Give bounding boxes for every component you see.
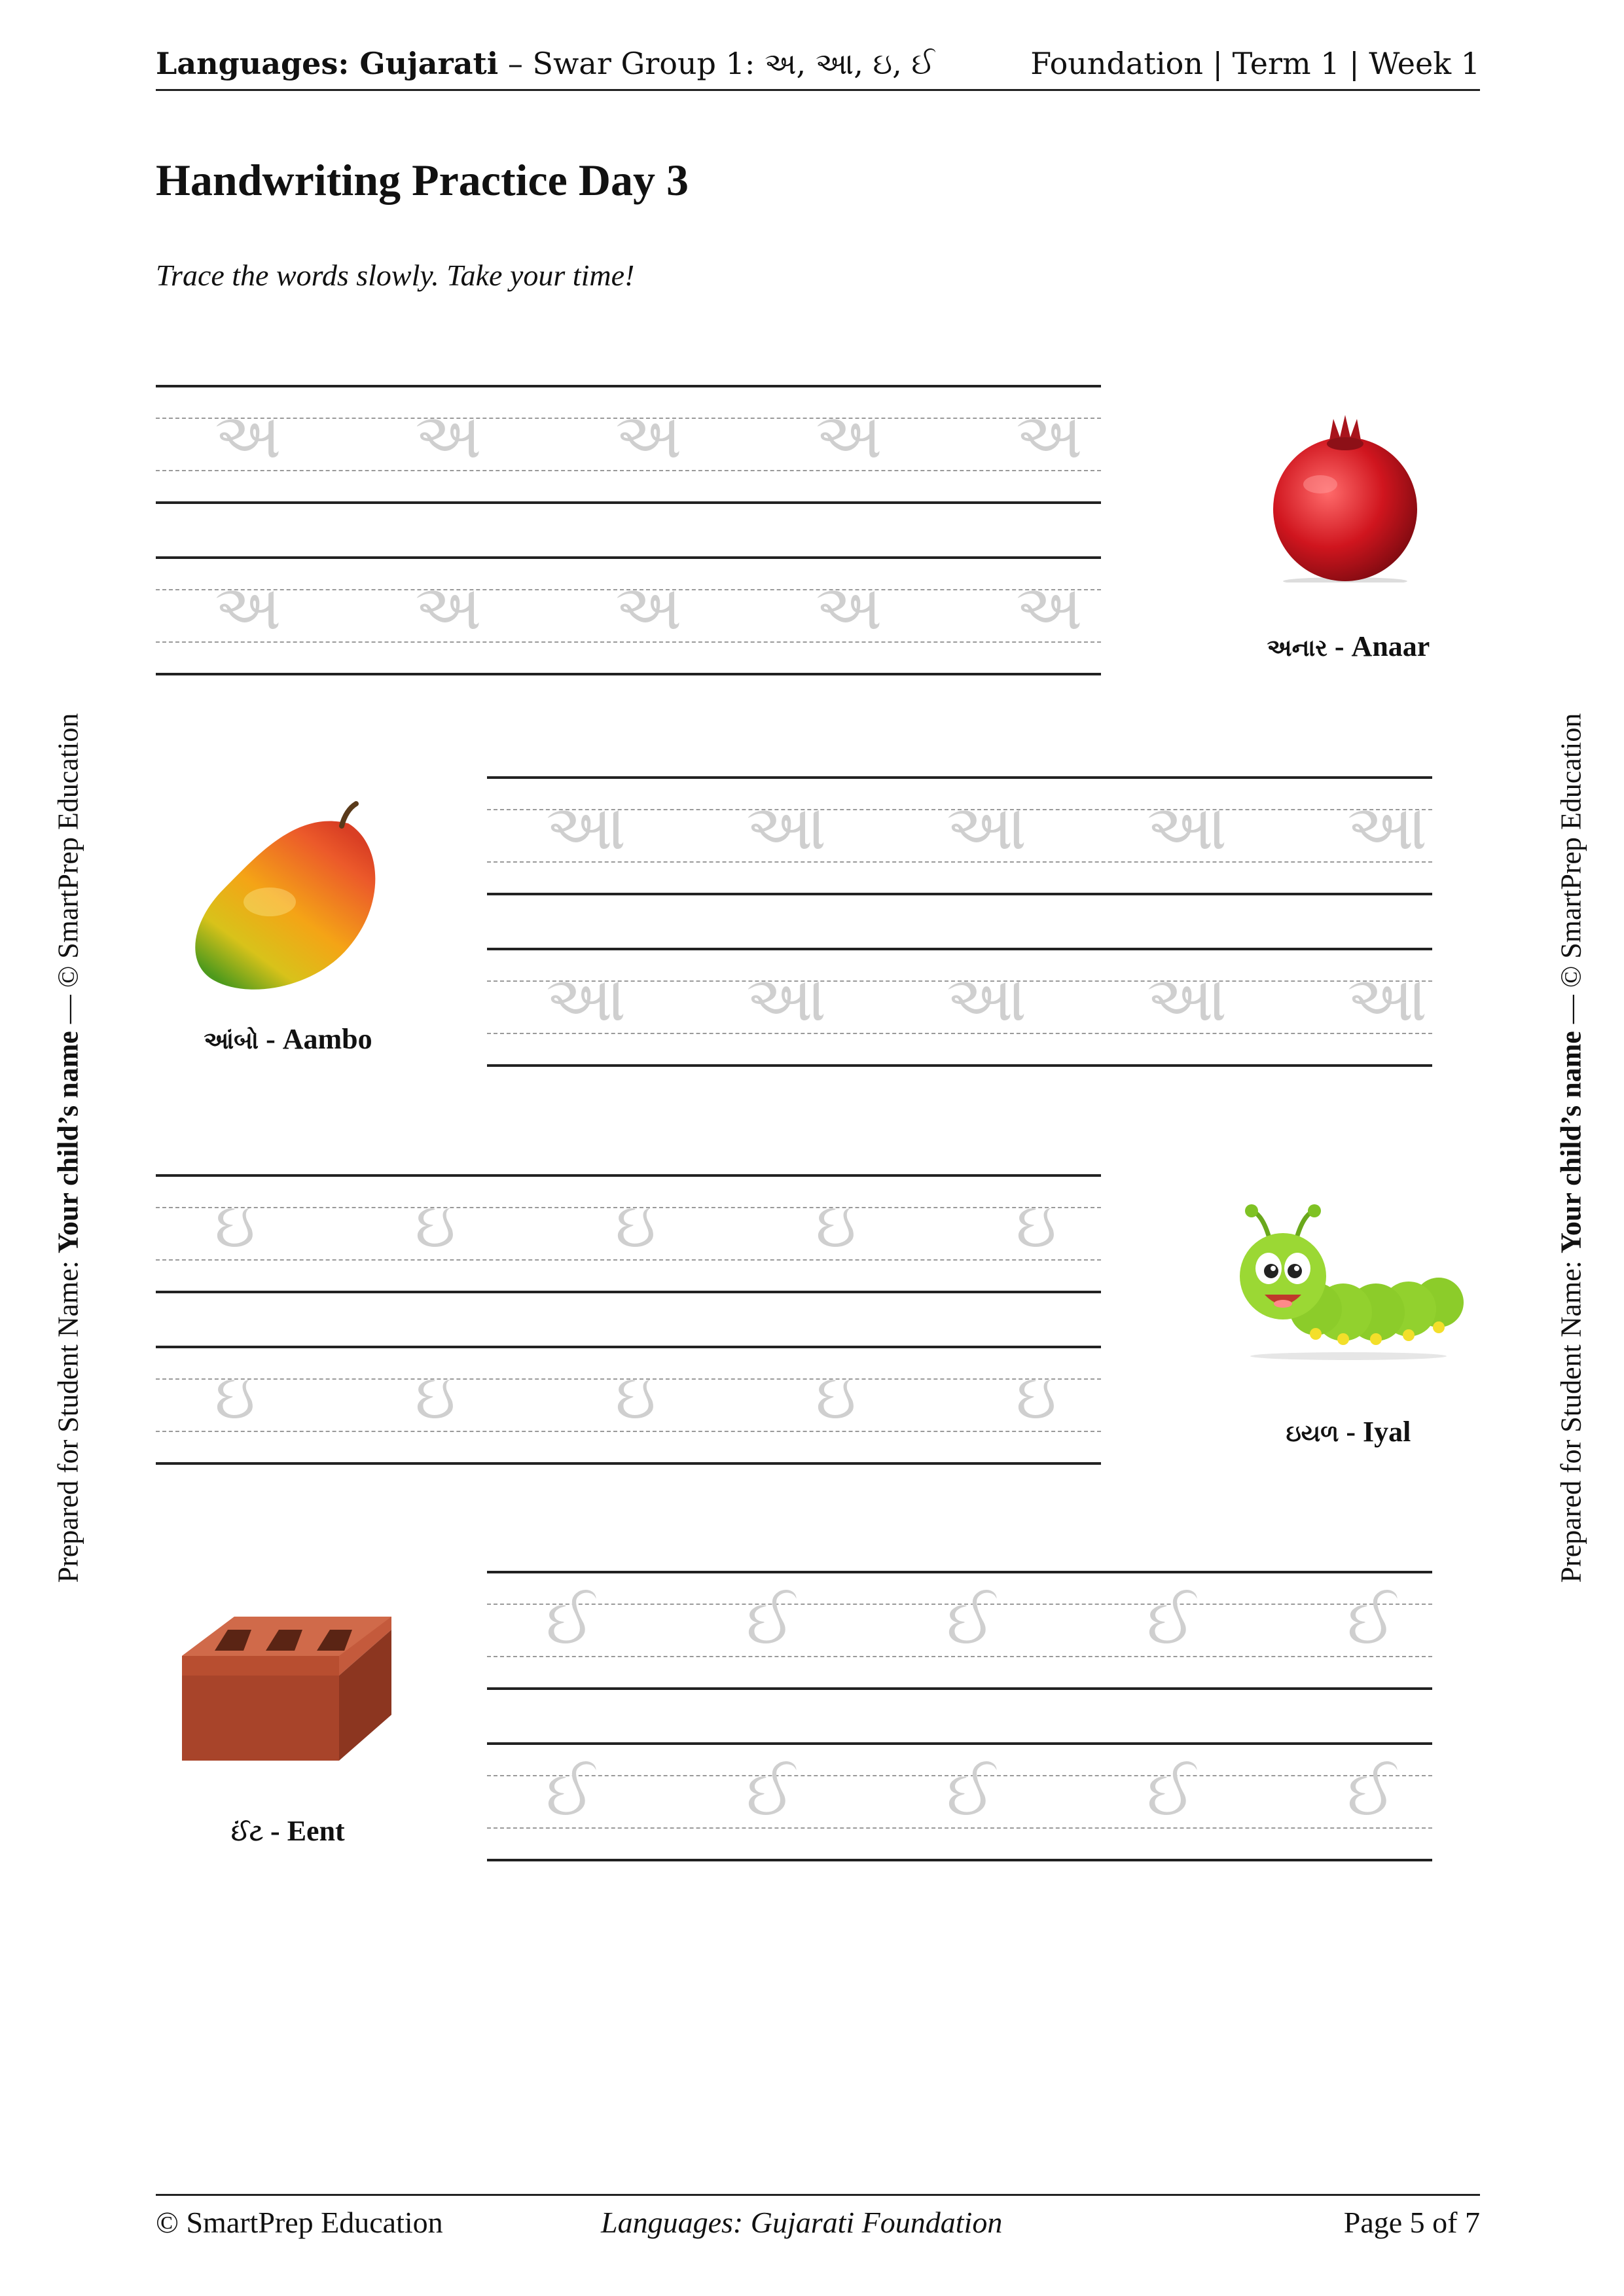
top-line <box>487 948 1432 950</box>
side-label-left-suffix: — © SmartPrep Education <box>52 713 84 1031</box>
base-line <box>487 1687 1432 1690</box>
trace-letter[interactable]: ઇ <box>615 1360 656 1433</box>
trace-letter[interactable]: આ <box>1347 791 1428 864</box>
caption-aambo <box>170 1022 406 1056</box>
trace-letter[interactable]: ઇ <box>1016 1189 1056 1262</box>
trace-letter[interactable]: ઇ <box>415 1360 456 1433</box>
trace-letter[interactable]: આ <box>947 962 1027 1035</box>
caterpillar-image <box>1231 1204 1466 1361</box>
trace-letter[interactable]: ઈ <box>746 1757 795 1830</box>
footer-course: Languages: Gujarati Foundation <box>601 2206 1003 2239</box>
trace-row <box>487 1757 1432 1840</box>
base-line <box>156 673 1101 675</box>
trace-letter[interactable]: અ <box>415 399 482 473</box>
trace-letter[interactable]: ઇ <box>816 1360 856 1433</box>
header-level: Foundation | Term 1 | Week 1 <box>1030 46 1480 81</box>
trace-letter[interactable]: અ <box>215 571 281 644</box>
top-line <box>156 385 1101 387</box>
top-line <box>156 1174 1101 1177</box>
caption-aambo-en: Aambo <box>282 1023 372 1055</box>
caption-iyal-gu: ઇયળ <box>1286 1420 1339 1447</box>
caption-anaar-sep: - <box>1327 630 1352 662</box>
trace-row <box>156 1189 1101 1272</box>
trace-letter[interactable]: આ <box>1347 962 1428 1035</box>
trace-letter[interactable]: અ <box>816 571 882 644</box>
page-footer <box>156 2194 1480 2248</box>
trace-letter[interactable]: ઈ <box>1147 1757 1196 1830</box>
trace-letter[interactable]: અ <box>615 399 682 473</box>
base-line <box>487 893 1432 895</box>
side-label-right-suffix: — © SmartPrep Education <box>1555 713 1587 1031</box>
footer-copyright: © SmartPrep Education <box>156 2206 443 2239</box>
trace-letter[interactable]: ઇ <box>615 1189 656 1262</box>
trace-row <box>487 791 1432 874</box>
header-dash: – <box>507 46 523 81</box>
trace-row <box>156 1360 1101 1444</box>
trace-letter[interactable]: ઇ <box>415 1189 456 1262</box>
trace-letter[interactable]: આ <box>546 962 626 1035</box>
trace-letter[interactable]: આ <box>1147 962 1227 1035</box>
top-line <box>156 556 1101 559</box>
trace-letter[interactable]: અ <box>215 399 281 473</box>
mango-image <box>185 797 394 1000</box>
caption-aambo-gu: આંબો <box>204 1028 259 1054</box>
page-title: Handwriting Practice Day 3 <box>156 155 689 205</box>
trace-row <box>487 962 1432 1046</box>
trace-letter[interactable]: આ <box>947 791 1027 864</box>
trace-row <box>156 571 1101 655</box>
caption-anaar-en: Anaar <box>1351 630 1430 662</box>
footer-page-number: Page 5 of 7 <box>1343 2206 1480 2239</box>
caption-anaar-gu: અનાર <box>1267 635 1327 662</box>
instruction-text: Trace the words slowly. Take your time! <box>156 259 635 292</box>
trace-row <box>487 1585 1432 1669</box>
trace-letter[interactable]: અ <box>1016 571 1083 644</box>
caption-eent-sep: - <box>263 1815 287 1847</box>
trace-letter[interactable]: ઇ <box>215 1189 255 1262</box>
caption-eent-en: Eent <box>287 1815 345 1847</box>
caption-iyal-en: Iyal <box>1363 1416 1411 1448</box>
base-line <box>487 1859 1432 1861</box>
caption-eent <box>170 1814 406 1848</box>
header-left <box>156 46 935 82</box>
base-line <box>156 1462 1101 1465</box>
trace-letter[interactable]: ઈ <box>546 1585 595 1659</box>
tracing-block-aa <box>487 776 1432 1077</box>
trace-letter[interactable]: ઈ <box>1147 1585 1196 1659</box>
trace-letter[interactable]: ઈ <box>947 1585 996 1659</box>
trace-letter[interactable]: આ <box>546 791 626 864</box>
pomegranate-image <box>1260 412 1430 583</box>
trace-letter[interactable]: ઈ <box>746 1585 795 1659</box>
caption-anaar <box>1231 630 1466 663</box>
side-label-left-name: Your child’s name <box>52 1031 84 1253</box>
caption-aambo-sep: - <box>259 1023 283 1055</box>
base-line <box>487 1064 1432 1067</box>
trace-letter[interactable]: ઇ <box>1016 1360 1056 1433</box>
side-label-left-prefix: Prepared for Student Name: <box>52 1253 84 1583</box>
trace-letter[interactable]: અ <box>415 571 482 644</box>
trace-letter[interactable]: અ <box>1016 399 1083 473</box>
top-line <box>487 1742 1432 1745</box>
top-line <box>156 1346 1101 1348</box>
tracing-block-i <box>156 1174 1101 1475</box>
trace-letter[interactable]: ઈ <box>947 1757 996 1830</box>
trace-letter[interactable]: આ <box>746 962 827 1035</box>
trace-letter[interactable]: આ <box>746 791 827 864</box>
trace-letter[interactable]: અ <box>615 571 682 644</box>
trace-letter[interactable]: ઇ <box>215 1360 255 1433</box>
caption-iyal-sep: - <box>1339 1416 1363 1448</box>
top-line <box>487 776 1432 779</box>
top-line <box>487 1571 1432 1573</box>
header-subject: Languages: Gujarati <box>156 46 499 81</box>
caption-iyal <box>1231 1415 1466 1448</box>
page-header <box>156 43 1480 91</box>
trace-row <box>156 399 1101 483</box>
trace-letter[interactable]: ઈ <box>546 1757 595 1830</box>
tracing-block-ii <box>487 1571 1432 1872</box>
base-line <box>156 1291 1101 1293</box>
trace-letter[interactable]: ઈ <box>1347 1757 1396 1830</box>
trace-letter[interactable]: ઇ <box>816 1189 856 1262</box>
side-label-right-prefix: Prepared for Student Name: <box>1555 1253 1587 1583</box>
trace-letter[interactable]: ઈ <box>1347 1585 1396 1659</box>
trace-letter[interactable]: આ <box>1147 791 1227 864</box>
header-topic: Swar Group 1: અ, આ, ઇ, ઈ <box>532 46 935 81</box>
side-label-left <box>52 713 85 1583</box>
caption-eent-gu: ઈંટ <box>231 1820 264 1846</box>
tracing-block-a <box>156 385 1101 686</box>
brick-image <box>175 1610 398 1767</box>
base-line <box>156 501 1101 504</box>
side-label-right <box>1555 713 1588 1583</box>
side-label-right-name: Your child’s name <box>1555 1031 1587 1253</box>
trace-letter[interactable]: અ <box>816 399 882 473</box>
